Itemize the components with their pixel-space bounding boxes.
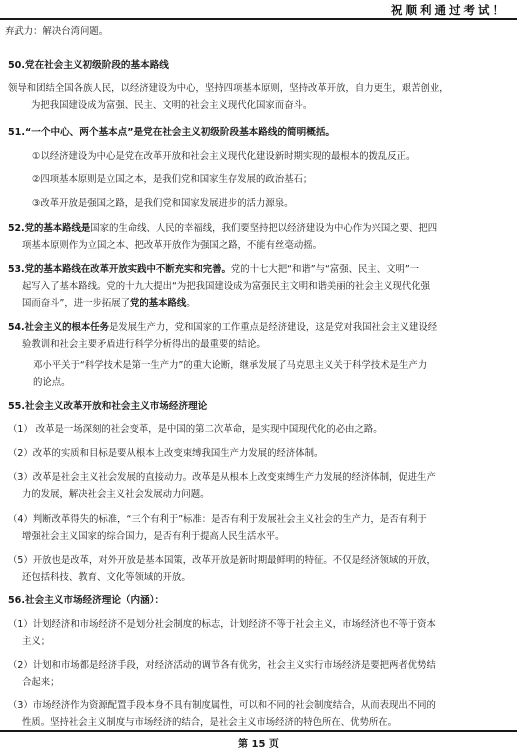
section-55-item-3-line-2: 力的发展，解决社会主义社会发展动力问题。 bbox=[22, 489, 210, 500]
page-footer bbox=[0, 730, 517, 754]
section-55-item-2: （2）改革的实质和目标是要从根本上改变束缚我国生产力发展的经济体制。 bbox=[8, 448, 324, 459]
section-56-item-3-line-2: 性质。坚持社会主义制度与市场经济的结合，是社会主义市场经济的特色所在、优势所在。 bbox=[22, 717, 398, 728]
section-51-item-1: ①以经济建设为中心是党在改革开放和社会主义现代化建设新时期实现的最根本的拨乱反正。 bbox=[32, 151, 416, 162]
section-55-item-4-line-1: （4）判断改革得失的标准，“三个有利于”标准：是否有利于发展社会主义社会的生产力，是否有利于 bbox=[8, 514, 427, 525]
section-56-item-3-line-1: （3）市场经济作为资源配置手段本身不具有制度属性，可以和不同的社会制度结合，从而表现出不同的 bbox=[8, 700, 436, 711]
section-54-bold-lead: 社会主义的根本任务 bbox=[24, 322, 109, 333]
section-50-line-1: 领导和团结全国各族人民，以经济建设为中心，坚持四项基本原则，坚持改革开放，自力更生，艰苦创业， bbox=[8, 83, 449, 94]
section-53-line-1 bbox=[8, 262, 419, 278]
page-header bbox=[0, 0, 517, 20]
section-54-line-2: 验教训和社会主要矛盾进行科学分析得出的最重要的结论。 bbox=[22, 339, 266, 350]
section-55-item-1: （1） 改革是一场深刻的社会变革，是中国的第二次革命，是实现中国现代化的必由之路。 bbox=[8, 424, 383, 435]
section-55-item-3-line-1: （3）改革是社会主义社会发展的直接动力。改革是从根本上改变束缚生产力发展的经济体制，促进生产 bbox=[8, 472, 436, 483]
section-50-heading: 50.党在社会主义初级阶段的基本路线 bbox=[8, 60, 169, 71]
section-54-line-3: 邓小平关于“科学技术是第一生产力”的重大论断，继承发展了马克思主义关于科学技术是生产力 bbox=[33, 360, 428, 371]
section-52-line-2: 项基本原则作为立国之本、把改革开放作为强国之路，不能有丝毫动摇。 bbox=[22, 240, 323, 251]
section-56-item-2-line-1: （2）计划和市场都是经济手段，对经济活动的调节各有优劣，社会主义实行市场经济是要把两者优势结 bbox=[8, 660, 436, 671]
section-54-line-1 bbox=[8, 320, 437, 336]
section-54-text-1: 是发展生产力，党和国家的工作重点是经济建设，这是党对我国社会主义建设经 bbox=[109, 322, 438, 333]
section-55-item-4-line-2: 增强社会主义国家的综合国力，是否有利于提高人民生活水平。 bbox=[22, 531, 285, 542]
section-56-heading: 56.社会主义市场经济理论（内涵）： bbox=[8, 595, 165, 606]
section-53-text-3a: 国而奋斗”，进一步拓展了 bbox=[22, 298, 130, 309]
section-56-item-1-line-1: （1）计划经济和市场经济不是划分社会制度的标志，计划经济不等于社会主义，市场经济也不等于资本 bbox=[8, 619, 436, 630]
section-51-item-3: ③改革开放是强国之路，是我们党和国家发展进步的活力源泉。 bbox=[32, 198, 294, 209]
section-55-item-5-line-2: 还包括科技、教育、文化等领域的开放。 bbox=[22, 572, 191, 583]
section-52-text-1: 国家的生命线、人民的幸福线，我们要坚持把以经济建设为中心作为兴国之要、把四 bbox=[90, 223, 438, 234]
section-55-item-5-line-1: （5）开放也是改革，对外开放是基本国策，改革开放是新时期最鲜明的特征。不仅是经济领域的开放， bbox=[8, 555, 436, 566]
section-52-number: 52. bbox=[8, 223, 25, 234]
section-52-bold-lead: 党的基本路线是 bbox=[24, 223, 91, 234]
page-number: 第 15 页 bbox=[238, 739, 279, 750]
section-53-text-1: 党的十七大把“和谐”与“富强、民主、文明”一 bbox=[230, 264, 420, 275]
header-title: 祝顺利通过考试！ bbox=[391, 3, 507, 17]
section-53-line-3 bbox=[22, 296, 196, 312]
section-54-number: 54. bbox=[8, 322, 25, 333]
section-54-line-4: 的论点。 bbox=[33, 377, 71, 388]
section-50-line-2: 为把我国建设成为富强、民主、文明的社会主义现代化国家而奋斗。 bbox=[31, 100, 313, 111]
section-53-bold-lead: 党的基本路线在改革开放实践中不断充实和完善。 bbox=[24, 264, 231, 275]
section-53-line-2: 起写入了基本路线。党的十九大提出“为把我国建设成为富强民主文明和谐美丽的社会主义现代化强 bbox=[22, 281, 430, 292]
section-56-item-2-line-2: 合起来； bbox=[22, 677, 60, 688]
section-56-item-1-line-2: 主义； bbox=[22, 636, 51, 647]
section-51-item-2: ②四项基本原则是立国之本，是我们党和国家生存发展的政治基石； bbox=[32, 174, 313, 185]
continued-line: 弃武力：解决台湾问题。 bbox=[5, 26, 109, 37]
section-53-text-3c: 。 bbox=[186, 298, 196, 309]
section-52-line-1 bbox=[8, 221, 437, 237]
section-53-text-3-bold: 党的基本路线 bbox=[129, 298, 187, 309]
section-55-heading: 55.社会主义改革开放和社会主义市场经济理论 bbox=[8, 401, 208, 412]
section-51-heading: 51.“一个中心、两个基本点”是党在社会主义初级阶段基本路线的简明概括。 bbox=[8, 127, 336, 138]
section-53-number: 53. bbox=[8, 264, 25, 275]
